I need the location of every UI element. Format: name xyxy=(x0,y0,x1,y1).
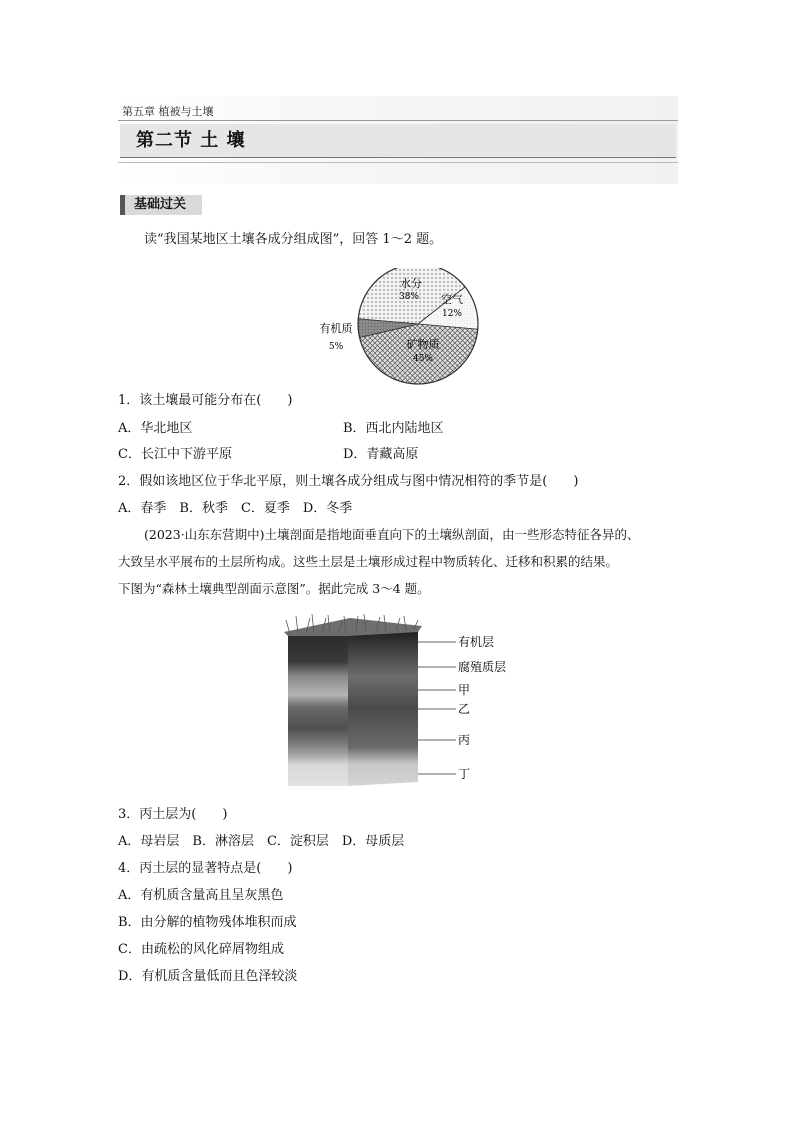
q1-option-d: D．青藏高原 xyxy=(343,447,419,462)
intro-text: 读“我国某地区土壤各成分组成图”，回答 1～2 题。 xyxy=(144,232,443,247)
question-3-stem: 3．丙土层为( ) xyxy=(118,807,228,822)
q4-option-b: B．由分解的植物残体堆积而成 xyxy=(118,915,297,930)
passage-line-1: (2023·山东东营期中)土壤剖面是指地面垂直向下的土壤纵剖面，由一些形态特征各异的、 xyxy=(144,527,640,542)
question-2-stem: 2．假如该地区位于华北平原，则土壤各成分组成与图中情况相符的季节是( ) xyxy=(118,474,579,489)
question-1-stem: 1．该土壤最可能分布在( ) xyxy=(118,393,293,408)
slice-value-organic: 5% xyxy=(328,342,344,352)
forest-soil-profile-figure xyxy=(280,612,520,792)
profile-front-face xyxy=(288,634,348,786)
profile-label-jia: 甲 xyxy=(458,683,471,697)
profile-label-humus-layer: 腐殖质层 xyxy=(458,660,507,674)
slice-label-water: 水分 xyxy=(400,277,422,290)
profile-side-face xyxy=(348,630,418,786)
q4-option-a: A．有机质含量高且呈灰黑色 xyxy=(118,888,284,903)
soil-composition-pie-chart xyxy=(310,268,500,388)
passage-line-3: 下图为“森林土壤典型剖面示意图”。据此完成 3～4 题。 xyxy=(118,581,430,596)
slice-value-mineral: 45% xyxy=(412,354,434,364)
profile-label-ding: 丁 xyxy=(458,767,471,781)
page-title: 第二节 土 壤 xyxy=(120,124,676,158)
slice-label-organic: 有机质 xyxy=(319,322,353,335)
question-4-stem: 4．丙土层的显著特点是( ) xyxy=(118,861,293,876)
profile-label-bing: 丙 xyxy=(458,733,471,747)
profile-label-yi: 乙 xyxy=(458,702,471,716)
header-rule xyxy=(118,120,678,121)
q4-option-d: D．有机质含量低而且色泽较淡 xyxy=(118,969,298,984)
passage-line-2: 大致呈水平展布的土层所构成。这些土层是土壤形成过程中物质转化、迁移和积累的结果。 xyxy=(118,554,619,569)
chapter-label: 第五章 植被与土壤 xyxy=(122,105,214,118)
section-tag: 基础过关 xyxy=(120,195,202,215)
slice-value-air: 12% xyxy=(441,309,463,319)
q1-option-b: B．西北内陆地区 xyxy=(343,421,444,436)
profile-label-organic-layer: 有机层 xyxy=(458,635,495,649)
q4-option-c: C．由疏松的风化碎屑物组成 xyxy=(118,942,284,957)
q1-option-c: C．长江中下游平原 xyxy=(118,447,232,462)
q3-options: A．母岩层 B．淋溶层 C．淀积层 D．母质层 xyxy=(118,834,405,849)
q1-option-a: A．华北地区 xyxy=(118,421,193,436)
q2-options: A．春季 B．秋季 C．夏季 D．冬季 xyxy=(118,501,353,516)
slice-label-air: 空气 xyxy=(441,293,463,306)
slice-value-water: 38% xyxy=(398,292,420,302)
slice-label-mineral: 矿物质 xyxy=(406,338,440,351)
